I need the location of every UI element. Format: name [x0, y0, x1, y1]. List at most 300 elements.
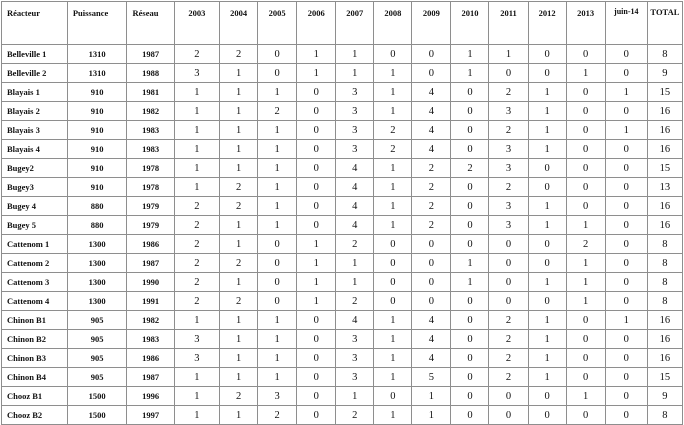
cell-y2003: 1	[174, 387, 219, 406]
cell-y2007: 4	[336, 178, 374, 197]
cell-y2009: 5	[412, 368, 451, 387]
cell-power: 910	[67, 159, 127, 178]
cell-y2003: 1	[174, 311, 219, 330]
table-row	[2, 159, 683, 178]
cell-y2013: 2	[566, 235, 605, 254]
cell-y2003: 3	[174, 330, 219, 349]
cell-june-14: 0	[605, 64, 647, 83]
cell-y2008: 1	[374, 406, 412, 425]
cell-y2006: 1	[297, 45, 336, 64]
cell-y2012: 1	[528, 368, 566, 387]
cell-y2006: 0	[297, 349, 336, 368]
cell-y2004: 1	[220, 64, 258, 83]
cell-y2005: 0	[258, 64, 297, 83]
cell-june-14: 0	[605, 330, 647, 349]
cell-y2008: 1	[374, 102, 412, 121]
header-2006: 2006	[297, 2, 336, 45]
table-row	[2, 349, 683, 368]
cell-june-14: 0	[605, 254, 647, 273]
cell-y2003: 3	[174, 349, 219, 368]
cell-june-14: 0	[605, 349, 647, 368]
cell-total: 8	[647, 292, 682, 311]
cell-y2005: 0	[258, 292, 297, 311]
cell-y2005: 2	[258, 102, 297, 121]
cell-y2009: 2	[412, 159, 451, 178]
cell-power: 910	[67, 121, 127, 140]
cell-y2006: 0	[297, 83, 336, 102]
cell-y2013: 0	[566, 349, 605, 368]
cell-y2011: 2	[489, 368, 528, 387]
cell-total: 16	[647, 197, 682, 216]
cell-y2010: 0	[451, 197, 489, 216]
table-row	[2, 140, 683, 159]
cell-june-14: 0	[605, 159, 647, 178]
cell-y2008: 0	[374, 292, 412, 311]
cell-y2012: 0	[528, 254, 566, 273]
cell-grid-year: 1981	[127, 83, 174, 102]
table-row	[2, 216, 683, 235]
table-header-row	[2, 2, 683, 45]
cell-y2009: 4	[412, 140, 451, 159]
cell-y2005: 1	[258, 330, 297, 349]
cell-y2006: 0	[297, 330, 336, 349]
cell-y2009: 1	[412, 387, 451, 406]
cell-grid-year: 1982	[127, 311, 174, 330]
cell-y2005: 0	[258, 235, 297, 254]
cell-y2013: 1	[566, 292, 605, 311]
cell-y2007: 3	[336, 368, 374, 387]
cell-power: 1300	[67, 235, 127, 254]
cell-grid-year: 1983	[127, 330, 174, 349]
cell-y2012: 1	[528, 121, 566, 140]
cell-power: 1300	[67, 273, 127, 292]
cell-y2006: 1	[297, 254, 336, 273]
cell-june-14: 0	[605, 387, 647, 406]
cell-total: 15	[647, 159, 682, 178]
cell-y2005: 1	[258, 83, 297, 102]
cell-grid-year: 1982	[127, 102, 174, 121]
cell-y2005: 0	[258, 45, 297, 64]
cell-y2011: 3	[489, 159, 528, 178]
cell-y2004: 2	[220, 45, 258, 64]
table-row	[2, 121, 683, 140]
cell-y2012: 1	[528, 140, 566, 159]
cell-power: 1300	[67, 254, 127, 273]
cell-reactor-name: Cattenom 3	[2, 273, 68, 292]
cell-y2006: 0	[297, 121, 336, 140]
cell-y2003: 1	[174, 178, 219, 197]
cell-y2004: 1	[220, 140, 258, 159]
cell-y2011: 0	[489, 254, 528, 273]
table-row	[2, 254, 683, 273]
cell-y2013: 0	[566, 121, 605, 140]
cell-y2007: 1	[336, 273, 374, 292]
cell-y2012: 1	[528, 273, 566, 292]
cell-y2013: 1	[566, 273, 605, 292]
table-row	[2, 64, 683, 83]
cell-y2007: 4	[336, 216, 374, 235]
header-2010: 2010	[451, 2, 489, 45]
cell-reactor-name: Bugey 4	[2, 197, 68, 216]
cell-y2007: 1	[336, 387, 374, 406]
cell-y2003: 2	[174, 235, 219, 254]
cell-power: 910	[67, 140, 127, 159]
cell-y2006: 0	[297, 311, 336, 330]
cell-grid-year: 1991	[127, 292, 174, 311]
cell-y2008: 1	[374, 64, 412, 83]
cell-y2013: 0	[566, 83, 605, 102]
cell-y2006: 0	[297, 178, 336, 197]
cell-y2008: 0	[374, 45, 412, 64]
header-2004: 2004	[220, 2, 258, 45]
cell-reactor-name: Blayais 3	[2, 121, 68, 140]
cell-y2010: 1	[451, 45, 489, 64]
cell-y2009: 0	[412, 254, 451, 273]
cell-y2008: 1	[374, 349, 412, 368]
cell-y2010: 2	[451, 159, 489, 178]
cell-y2009: 0	[412, 292, 451, 311]
cell-june-14: 0	[605, 216, 647, 235]
cell-y2013: 0	[566, 178, 605, 197]
cell-y2012: 1	[528, 330, 566, 349]
cell-total: 16	[647, 216, 682, 235]
cell-y2006: 0	[297, 140, 336, 159]
cell-y2008: 1	[374, 197, 412, 216]
cell-reactor-name: Chinon B2	[2, 330, 68, 349]
cell-y2004: 2	[220, 178, 258, 197]
cell-power: 1500	[67, 387, 127, 406]
cell-june-14: 0	[605, 102, 647, 121]
cell-power: 1300	[67, 292, 127, 311]
cell-grid-year: 1979	[127, 216, 174, 235]
cell-y2010: 0	[451, 311, 489, 330]
cell-y2007: 3	[336, 349, 374, 368]
cell-y2007: 3	[336, 83, 374, 102]
cell-y2004: 1	[220, 330, 258, 349]
cell-y2004: 1	[220, 349, 258, 368]
cell-y2003: 1	[174, 121, 219, 140]
cell-y2009: 4	[412, 349, 451, 368]
cell-reactor-name: Belleville 2	[2, 64, 68, 83]
cell-y2006: 0	[297, 197, 336, 216]
cell-y2011: 0	[489, 292, 528, 311]
cell-reactor-name: Blayais 2	[2, 102, 68, 121]
cell-june-14: 1	[605, 83, 647, 102]
cell-y2006: 0	[297, 368, 336, 387]
cell-y2006: 0	[297, 102, 336, 121]
cell-y2010: 0	[451, 387, 489, 406]
cell-y2012: 0	[528, 159, 566, 178]
cell-y2004: 1	[220, 235, 258, 254]
cell-y2013: 0	[566, 45, 605, 64]
cell-y2003: 2	[174, 216, 219, 235]
cell-total: 9	[647, 387, 682, 406]
cell-y2006: 1	[297, 64, 336, 83]
cell-y2009: 2	[412, 197, 451, 216]
cell-y2005: 2	[258, 406, 297, 425]
cell-y2013: 1	[566, 216, 605, 235]
cell-y2011: 0	[489, 235, 528, 254]
cell-june-14: 0	[605, 197, 647, 216]
cell-y2012: 0	[528, 178, 566, 197]
cell-total: 9	[647, 64, 682, 83]
cell-y2003: 1	[174, 368, 219, 387]
cell-june-14: 0	[605, 273, 647, 292]
cell-y2011: 3	[489, 140, 528, 159]
cell-reactor-name: Cattenom 2	[2, 254, 68, 273]
cell-june-14: 1	[605, 311, 647, 330]
cell-y2013: 1	[566, 254, 605, 273]
cell-y2004: 2	[220, 387, 258, 406]
cell-grid-year: 1987	[127, 45, 174, 64]
cell-y2003: 3	[174, 64, 219, 83]
cell-reactor-name: Blayais 1	[2, 83, 68, 102]
cell-y2008: 2	[374, 121, 412, 140]
cell-y2012: 0	[528, 406, 566, 425]
cell-y2013: 0	[566, 102, 605, 121]
cell-y2005: 1	[258, 140, 297, 159]
header-2007: 2007	[336, 2, 374, 45]
cell-y2003: 1	[174, 406, 219, 425]
cell-power: 880	[67, 216, 127, 235]
cell-y2005: 0	[258, 273, 297, 292]
cell-y2009: 0	[412, 45, 451, 64]
cell-y2013: 0	[566, 311, 605, 330]
cell-y2010: 0	[451, 292, 489, 311]
cell-reactor-name: Bugey 5	[2, 216, 68, 235]
cell-y2003: 2	[174, 197, 219, 216]
cell-y2011: 2	[489, 121, 528, 140]
cell-power: 910	[67, 178, 127, 197]
cell-grid-year: 1983	[127, 140, 174, 159]
cell-y2007: 3	[336, 121, 374, 140]
cell-y2009: 2	[412, 178, 451, 197]
cell-grid-year: 1986	[127, 349, 174, 368]
cell-y2009: 4	[412, 102, 451, 121]
cell-y2004: 1	[220, 368, 258, 387]
cell-y2011: 2	[489, 330, 528, 349]
cell-total: 8	[647, 406, 682, 425]
cell-y2005: 1	[258, 368, 297, 387]
cell-y2008: 1	[374, 83, 412, 102]
cell-y2007: 3	[336, 102, 374, 121]
cell-y2012: 1	[528, 216, 566, 235]
cell-reactor-name: Bugey3	[2, 178, 68, 197]
cell-total: 8	[647, 273, 682, 292]
header-total: TOTAL	[647, 2, 682, 45]
header-2008: 2008	[374, 2, 412, 45]
cell-y2011: 0	[489, 406, 528, 425]
header-2011: 2011	[489, 2, 528, 45]
cell-y2003: 2	[174, 292, 219, 311]
cell-y2006: 1	[297, 292, 336, 311]
cell-y2009: 0	[412, 235, 451, 254]
cell-y2013: 1	[566, 64, 605, 83]
cell-y2007: 4	[336, 159, 374, 178]
table-row	[2, 406, 683, 425]
cell-y2006: 0	[297, 387, 336, 406]
cell-y2004: 1	[220, 159, 258, 178]
cell-y2004: 1	[220, 83, 258, 102]
cell-y2013: 0	[566, 368, 605, 387]
cell-y2006: 0	[297, 406, 336, 425]
cell-power: 1310	[67, 64, 127, 83]
cell-y2010: 0	[451, 368, 489, 387]
cell-y2007: 2	[336, 292, 374, 311]
cell-y2012: 0	[528, 387, 566, 406]
cell-y2013: 0	[566, 406, 605, 425]
cell-y2008: 1	[374, 178, 412, 197]
cell-y2005: 1	[258, 159, 297, 178]
cell-power: 905	[67, 330, 127, 349]
cell-y2013: 0	[566, 140, 605, 159]
cell-y2011: 3	[489, 197, 528, 216]
cell-y2012: 1	[528, 197, 566, 216]
cell-y2007: 4	[336, 197, 374, 216]
cell-y2008: 2	[374, 140, 412, 159]
cell-y2009: 4	[412, 311, 451, 330]
cell-y2013: 0	[566, 159, 605, 178]
cell-june-14: 1	[605, 121, 647, 140]
cell-y2007: 3	[336, 330, 374, 349]
cell-total: 8	[647, 254, 682, 273]
table-row	[2, 368, 683, 387]
cell-y2009: 2	[412, 216, 451, 235]
header-reseau: Réseau	[127, 2, 174, 45]
cell-y2005: 0	[258, 254, 297, 273]
cell-total: 15	[647, 368, 682, 387]
table-row	[2, 178, 683, 197]
table-body	[2, 45, 683, 425]
cell-reactor-name: Bugey2	[2, 159, 68, 178]
cell-total: 16	[647, 121, 682, 140]
cell-y2012: 1	[528, 311, 566, 330]
cell-y2003: 1	[174, 140, 219, 159]
cell-total: 16	[647, 102, 682, 121]
cell-y2003: 1	[174, 102, 219, 121]
cell-y2005: 3	[258, 387, 297, 406]
cell-y2010: 0	[451, 349, 489, 368]
cell-y2010: 0	[451, 330, 489, 349]
cell-power: 1310	[67, 45, 127, 64]
cell-y2012: 0	[528, 292, 566, 311]
cell-y2006: 1	[297, 235, 336, 254]
cell-y2003: 1	[174, 83, 219, 102]
cell-y2011: 3	[489, 102, 528, 121]
cell-reactor-name: Blayais 4	[2, 140, 68, 159]
table-row	[2, 292, 683, 311]
cell-power: 880	[67, 197, 127, 216]
table-row	[2, 387, 683, 406]
cell-y2010: 1	[451, 64, 489, 83]
cell-reactor-name: Chinon B3	[2, 349, 68, 368]
cell-total: 8	[647, 235, 682, 254]
cell-y2011: 1	[489, 45, 528, 64]
cell-y2009: 4	[412, 121, 451, 140]
cell-y2010: 0	[451, 216, 489, 235]
cell-june-14: 0	[605, 406, 647, 425]
cell-reactor-name: Chinon B1	[2, 311, 68, 330]
cell-y2005: 1	[258, 197, 297, 216]
cell-y2010: 0	[451, 178, 489, 197]
cell-y2004: 1	[220, 406, 258, 425]
table-row	[2, 235, 683, 254]
table-row	[2, 83, 683, 102]
cell-y2006: 0	[297, 216, 336, 235]
cell-y2009: 4	[412, 83, 451, 102]
cell-y2004: 1	[220, 102, 258, 121]
cell-y2010: 0	[451, 121, 489, 140]
cell-y2013: 0	[566, 197, 605, 216]
cell-y2012: 0	[528, 64, 566, 83]
cell-june-14: 0	[605, 292, 647, 311]
cell-y2007: 1	[336, 45, 374, 64]
cell-y2008: 1	[374, 368, 412, 387]
table-row	[2, 197, 683, 216]
table-row	[2, 102, 683, 121]
cell-reactor-name: Cattenom 4	[2, 292, 68, 311]
cell-power: 910	[67, 83, 127, 102]
table-row	[2, 45, 683, 64]
cell-grid-year: 1990	[127, 273, 174, 292]
cell-june-14: 0	[605, 368, 647, 387]
cell-y2004: 2	[220, 197, 258, 216]
reactor-events-table	[1, 1, 683, 425]
cell-y2005: 1	[258, 216, 297, 235]
header-2013: 2013	[566, 2, 605, 45]
cell-reactor-name: Cattenom 1	[2, 235, 68, 254]
cell-y2008: 0	[374, 387, 412, 406]
table-row	[2, 273, 683, 292]
cell-y2008: 1	[374, 311, 412, 330]
cell-y2011: 0	[489, 387, 528, 406]
cell-y2004: 1	[220, 273, 258, 292]
cell-y2012: 0	[528, 45, 566, 64]
cell-y2010: 1	[451, 273, 489, 292]
cell-grid-year: 1987	[127, 368, 174, 387]
cell-y2005: 1	[258, 178, 297, 197]
cell-y2011: 2	[489, 83, 528, 102]
cell-grid-year: 1978	[127, 178, 174, 197]
table-row	[2, 330, 683, 349]
cell-y2008: 0	[374, 254, 412, 273]
header-2012: 2012	[528, 2, 566, 45]
header-2003: 2003	[174, 2, 219, 45]
cell-y2005: 1	[258, 311, 297, 330]
cell-y2009: 0	[412, 64, 451, 83]
cell-grid-year: 1997	[127, 406, 174, 425]
header-puissance: Puissance	[67, 2, 127, 45]
cell-total: 16	[647, 311, 682, 330]
cell-y2003: 2	[174, 273, 219, 292]
cell-y2007: 3	[336, 140, 374, 159]
cell-total: 15	[647, 83, 682, 102]
reactor-table-container	[1, 1, 683, 421]
cell-y2006: 0	[297, 159, 336, 178]
cell-y2004: 1	[220, 216, 258, 235]
cell-y2012: 1	[528, 83, 566, 102]
cell-reactor-name: Chooz B1	[2, 387, 68, 406]
table-row	[2, 311, 683, 330]
cell-y2004: 1	[220, 311, 258, 330]
cell-reactor-name: Chinon B4	[2, 368, 68, 387]
cell-y2010: 0	[451, 83, 489, 102]
cell-y2009: 4	[412, 330, 451, 349]
cell-y2008: 1	[374, 330, 412, 349]
cell-june-14: 0	[605, 178, 647, 197]
cell-total: 16	[647, 330, 682, 349]
cell-total: 16	[647, 349, 682, 368]
